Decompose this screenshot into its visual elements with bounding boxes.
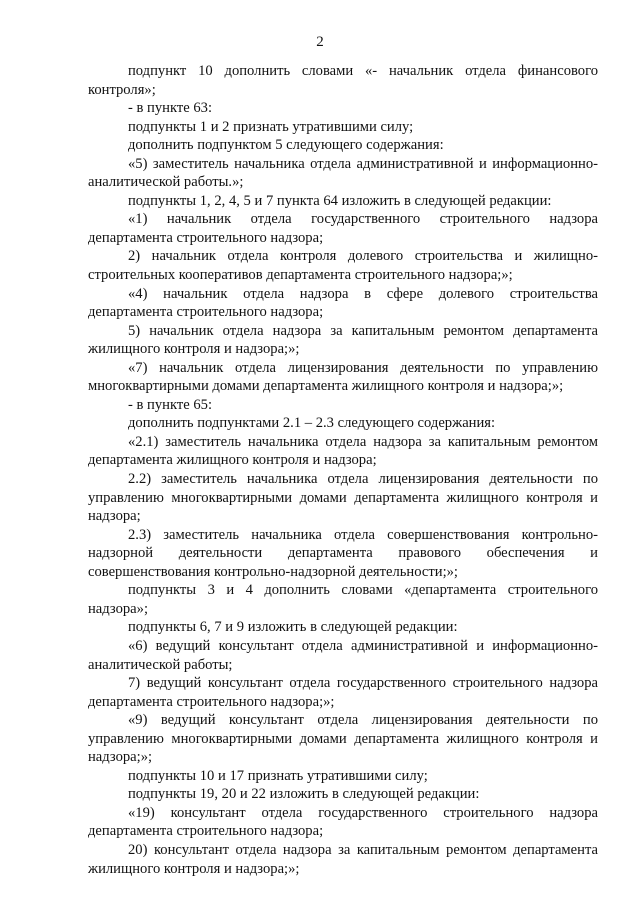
paragraph: 2.3) заместитель начальника отдела совершенствования контрольно-надзорной деятельности департамента правового обеспечения и совершенствования контрольно-надзорной деятельности;»; <box>88 526 598 580</box>
paragraph: подпункты 6, 7 и 9 изложить в следующей редакции: <box>128 619 458 636</box>
paragraph: 2.2) заместитель начальника отдела лицензирования деятельности по управлению многоквартирными домами департамента жилищного контроля и надзора; <box>88 471 598 525</box>
paragraph: «4) начальник отдела надзора в сфере долевого строительства департамента строительного надзора; <box>88 285 598 321</box>
paragraph: дополнить подпунктом 5 следующего содержания: <box>128 137 444 154</box>
paragraph: - в пункте 65: <box>128 396 213 413</box>
paragraph: подпункты 1 и 2 признать утратившими силу; <box>128 118 414 135</box>
paragraph: «6) ведущий консультант отдела административной и информационно-аналитической работы; <box>88 637 598 673</box>
page-number: 2 <box>316 34 324 50</box>
paragraph: подпункт 10 дополнить словами «- начальник отдела финансового контроля»; <box>88 63 598 98</box>
paragraph: «2.1) заместитель начальника отдела надзора за капитальным ремонтом департамента жилищного контроля и надзора; <box>88 433 598 469</box>
paragraph: 20) консультант отдела надзора за капитальным ремонтом департамента жилищного контроля и надзора;»; <box>88 841 598 877</box>
paragraph: «9) ведущий консультант отдела лицензирования деятельности по управлению многоквартирными домами департамента жилищного контроля и надзора;»; <box>88 712 598 766</box>
paragraph: «5) заместитель начальника отдела административной и информационно-аналитической работы.»; <box>88 155 598 191</box>
paragraph: 2) начальник отдела контроля долевого строительства и жилищно-строительных кооперативов департамента строительного надзора;»; <box>88 248 598 284</box>
paragraph: 5) начальник отдела надзора за капитальным ремонтом департамента жилищного контроля и надзора;»; <box>88 322 598 358</box>
paragraph: 7) ведущий консультант отдела государственного строительного надзора департамента строительного надзора;»; <box>88 675 598 710</box>
document-body <box>88 62 598 878</box>
paragraph: «19) консультант отдела государственного строительного надзора департамента строительного надзора; <box>88 804 598 840</box>
paragraph: подпункты 19, 20 и 22 изложить в следующей редакции: <box>128 786 480 803</box>
paragraph: подпункты 10 и 17 признать утратившими силу; <box>128 767 428 784</box>
paragraph: подпункты 3 и 4 дополнить словами «департамента строительного надзора»; <box>88 582 598 617</box>
paragraph: «1) начальник отдела государственного строительного надзора департамента строительного надзора; <box>88 211 598 246</box>
paragraph: - в пункте 63: <box>128 100 213 117</box>
paragraph: подпункты 1, 2, 4, 5 и 7 пункта 64 изложить в следующей редакции: <box>128 192 552 209</box>
paragraph: дополнить подпунктами 2.1 – 2.3 следующего содержания: <box>128 415 496 432</box>
paragraph: «7) начальник отдела лицензирования деятельности по управлению многоквартирными домами департамента жилищного контроля и надзора;»; <box>88 359 598 395</box>
